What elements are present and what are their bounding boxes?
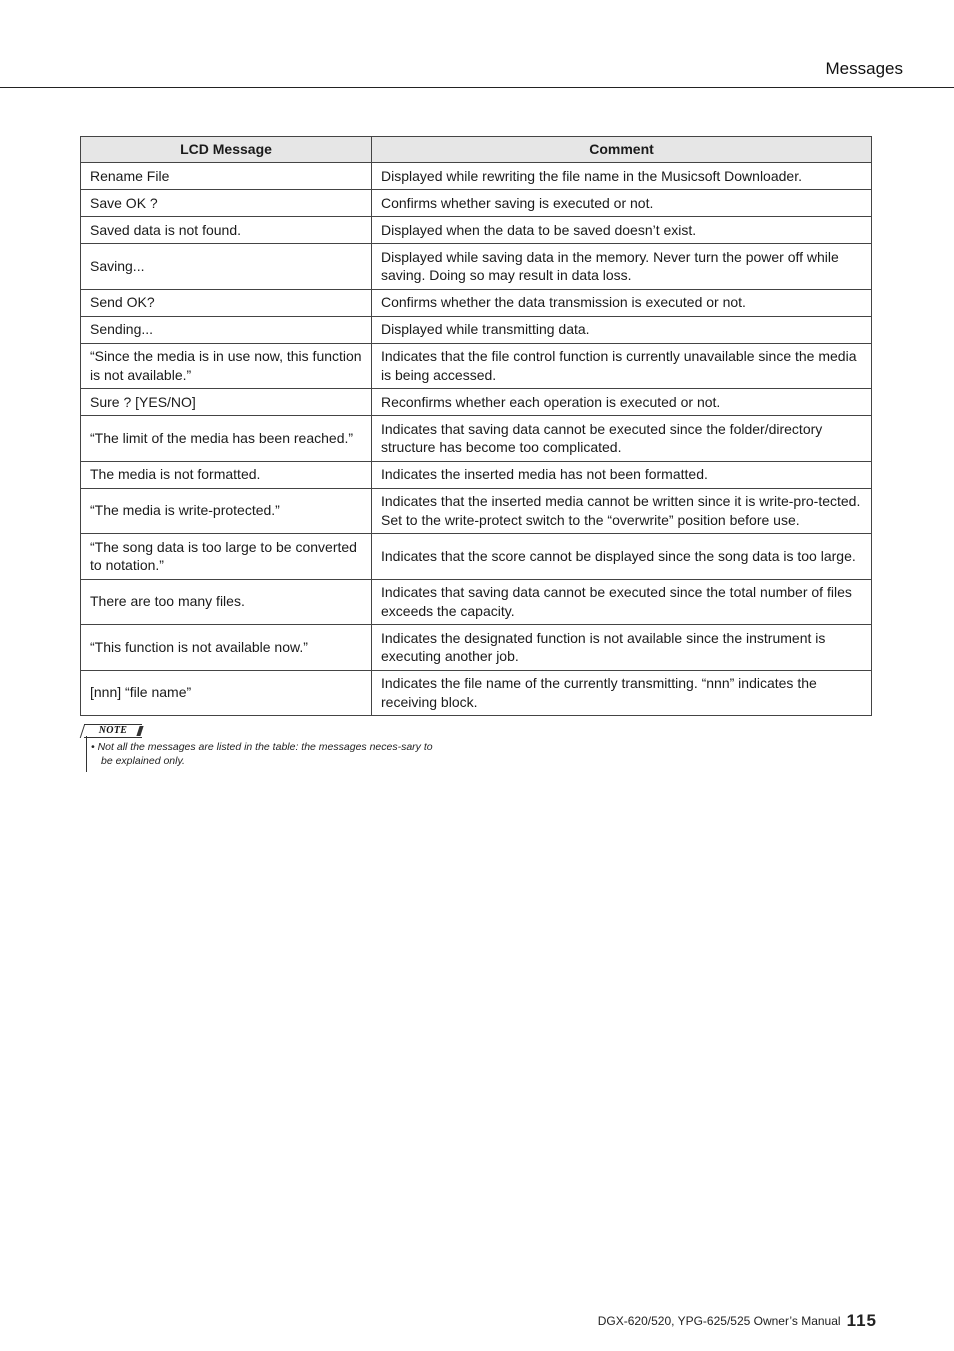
header-divider [0, 87, 954, 88]
table-row [81, 461, 872, 488]
lcd-message-cell: “The limit of the media has been reached.” [81, 416, 372, 462]
note-text: • Not all the messages are listed in the table: the messages neces-sary to be explained only. [91, 741, 433, 767]
lcd-message-cell: Rename File [81, 163, 372, 190]
table-header-row [81, 137, 872, 163]
page-number: 115 [846, 1311, 877, 1330]
comment-cell: Displayed while rewriting the file name in the Musicsoft Downloader. [372, 163, 872, 190]
lcd-message-cell: Sure ? [YES/NO] [81, 389, 372, 416]
lcd-message-cell: “The media is write-protected.” [81, 488, 372, 534]
page-header-title: Messages [825, 59, 903, 78]
comment-cell: Confirms whether the data transmission is executed or not. [372, 289, 872, 316]
table-row [81, 488, 872, 534]
table-row [81, 534, 872, 580]
lcd-message-cell: The media is not formatted. [81, 461, 372, 488]
table-row [81, 289, 872, 316]
column-header-lcd-message: LCD Message [81, 137, 372, 163]
table-row [81, 190, 872, 217]
comment-cell: Displayed while saving data in the memory. Never turn the power off while saving. Doing so may result in data loss. [372, 244, 872, 290]
note-label: NOTE [84, 724, 142, 738]
lcd-message-cell: Saving... [81, 244, 372, 290]
note-side-bar [86, 736, 87, 772]
table-row [81, 244, 872, 290]
table-row [81, 343, 872, 389]
table-row [81, 389, 872, 416]
table-row [81, 163, 872, 190]
comment-cell: Indicates the inserted media has not been formatted. [372, 461, 872, 488]
table-row [81, 316, 872, 343]
table-row [81, 217, 872, 244]
comment-cell: Confirms whether saving is executed or not. [372, 190, 872, 217]
lcd-message-cell: “Since the media is in use now, this function is not available.” [81, 343, 372, 389]
lcd-message-cell: There are too many files. [81, 579, 372, 625]
manual-title: DGX-620/520, YPG-625/525 Owner’s Manual [597, 1314, 841, 1328]
comment-cell: Indicates that saving data cannot be executed since the total number of files exceeds the capacity. [372, 579, 872, 625]
comment-cell: Indicates the designated function is not available since the instrument is executing another job. [372, 625, 872, 671]
comment-cell: Indicates the file name of the currently transmitting. “nnn” indicates the receiving block. [372, 670, 872, 716]
note-box [82, 724, 442, 772]
lcd-message-cell: Save OK ? [81, 190, 372, 217]
lcd-message-cell: Saved data is not found. [81, 217, 372, 244]
lcd-message-cell: Send OK? [81, 289, 372, 316]
lcd-message-cell: “This function is not available now.” [81, 625, 372, 671]
lcd-message-cell: [nnn] “file name” [81, 670, 372, 716]
comment-cell: Displayed while transmitting data. [372, 316, 872, 343]
table-row [81, 625, 872, 671]
comment-cell: Displayed when the data to be saved doesn’t exist. [372, 217, 872, 244]
comment-cell: Indicates that saving data cannot be executed since the folder/directory structure has become too complicated. [372, 416, 872, 462]
comment-cell: Indicates that the inserted media cannot be written since it is write-pro-tected. Set to the write-protect switch to the “overwrite” position before use. [372, 488, 872, 534]
lcd-message-cell: “The song data is too large to be converted to notation.” [81, 534, 372, 580]
table-row [81, 579, 872, 625]
lcd-message-cell: Sending... [81, 316, 372, 343]
table-row [81, 416, 872, 462]
column-header-comment: Comment [372, 137, 872, 163]
messages-table [80, 136, 872, 716]
comment-cell: Indicates that the file control function is currently unavailable since the media is being accessed. [372, 343, 872, 389]
table-row [81, 670, 872, 716]
comment-cell: Indicates that the score cannot be displayed since the song data is too large. [372, 534, 872, 580]
comment-cell: Reconfirms whether each operation is executed or not. [372, 389, 872, 416]
page-footer [598, 1311, 877, 1331]
